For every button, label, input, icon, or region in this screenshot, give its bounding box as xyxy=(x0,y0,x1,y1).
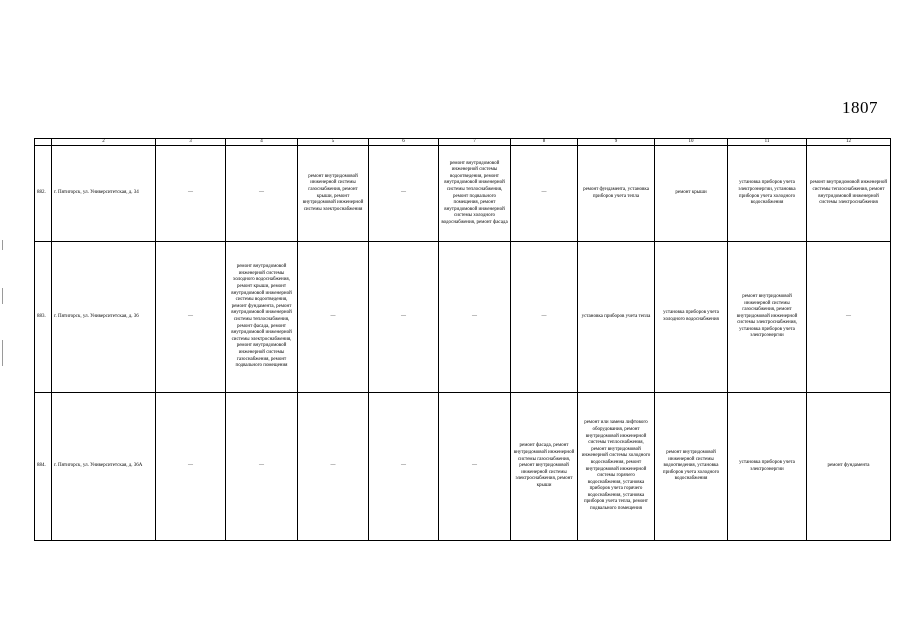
works-cell: установка приборов учета электроэнергии, установка приборов учета холодного водоснабжения xyxy=(728,146,807,242)
header-cell: 7 xyxy=(439,139,511,146)
header-cell: 11 xyxy=(728,139,807,146)
works-cell: ремонт фасада, ремонт внутридомовой инженерной системы газоснабжения, ремонт внутридомовой инженерной системы электроснабжения, ремонт крыши xyxy=(511,393,578,541)
header-cell: 8 xyxy=(511,139,578,146)
works-cell: ремонт фундамента xyxy=(807,393,891,541)
header-cell: 9 xyxy=(578,139,655,146)
page-number: 1807 xyxy=(842,98,878,117)
works-cell: — xyxy=(807,242,891,393)
works-cell: ремонт внутридомовой инженерной системы холодного водоснабжения, ремонт крыши, ремонт внутридомовой инженерной системы водоотведения, ремонт фундамента, ремонт внутридомовой инженерной системы теплоснабжения, ремонт фасада, ремонт внутридомовой инженерной системы электроснабжения, ремонт внутридомовой инженерной системы газоснабжения, ремонт подвального помещения xyxy=(226,242,298,393)
header-cell: 12 xyxy=(807,139,891,146)
table-row xyxy=(35,393,891,541)
column-number-header xyxy=(35,139,891,146)
header-cell: 10 xyxy=(655,139,728,146)
row-number: 883. xyxy=(35,242,52,393)
row-number: 882. xyxy=(35,146,52,242)
works-cell: ремонт или замена лифтового оборудования, ремонт внутридомовой инженерной системы теплоснабжения, ремонт внутридомовой инженерной системы холодного водоснабжения, ремонт внутридомовой инженерной системы горячего водоснабжения, установка приборов учета горячего водоснабжения, установка приборов учета тепла, ремонт подвального помещения xyxy=(578,393,655,541)
header-cell: 4 xyxy=(226,139,298,146)
works-cell: ремонт внутридомовой инженерной системы газоснабжения, ремонт крыши, ремонт внутридомовой инженерной системы электроснабжения xyxy=(298,146,369,242)
works-cell: ремонт внутридомовой инженерной системы водоотведения, ремонт внутридомовой инженерной системы теплоснабжения, ремонт подвального помещения, ремонт внутридомовой инженерной системы холодного водоснабжения, ремонт фасада xyxy=(439,146,511,242)
header-cell xyxy=(35,139,52,146)
works-cell: — xyxy=(369,146,439,242)
repair-register-table xyxy=(34,138,891,541)
address-cell: г. Пятигорск, ул. Университетская, д. 36А xyxy=(52,393,156,541)
scan-edge-mark xyxy=(2,240,3,250)
header-cell: 2 xyxy=(52,139,156,146)
address-cell: г. Пятигорск, ул. Университетская, д. 36 xyxy=(52,242,156,393)
works-cell: ремонт внутридомовой инженерной системы теплоснабжения, ремонт внутридомовой инженерной системы электроснабжения xyxy=(807,146,891,242)
works-cell: — xyxy=(226,146,298,242)
works-cell: — xyxy=(298,393,369,541)
works-cell: — xyxy=(156,146,226,242)
works-cell: установка приборов учета холодного водоснабжения xyxy=(655,242,728,393)
works-cell: — xyxy=(156,242,226,393)
works-cell: установка приборов учета электроэнергии xyxy=(728,393,807,541)
works-cell: ремонт фундамента, установка приборов учета тепла xyxy=(578,146,655,242)
scan-edge-mark xyxy=(2,340,3,366)
header-cell: 5 xyxy=(298,139,369,146)
row-number: 884. xyxy=(35,393,52,541)
works-cell: — xyxy=(369,393,439,541)
works-cell: — xyxy=(511,146,578,242)
works-cell: — xyxy=(298,242,369,393)
header-cell: 6 xyxy=(369,139,439,146)
address-cell: г. Пятигорск, ул. Университетская, д. 34 xyxy=(52,146,156,242)
works-cell: — xyxy=(226,393,298,541)
table-row xyxy=(35,242,891,393)
works-cell: — xyxy=(439,393,511,541)
table-row xyxy=(35,146,891,242)
works-cell: — xyxy=(156,393,226,541)
works-cell: — xyxy=(439,242,511,393)
works-cell: ремонт внутридомовой инженерной системы водоотведения, установка приборов учета холодного водоснабжения xyxy=(655,393,728,541)
scan-edge-mark xyxy=(2,288,3,304)
works-cell: установка приборов учета тепла xyxy=(578,242,655,393)
works-cell: — xyxy=(511,242,578,393)
works-cell: ремонт внутридомовой инженерной системы газоснабжения, ремонт внутридомовой инженерной системы электроснабжения, установка приборов учета электроэнергии xyxy=(728,242,807,393)
works-cell: ремонт крыши xyxy=(655,146,728,242)
header-cell: 3 xyxy=(156,139,226,146)
works-cell: — xyxy=(369,242,439,393)
